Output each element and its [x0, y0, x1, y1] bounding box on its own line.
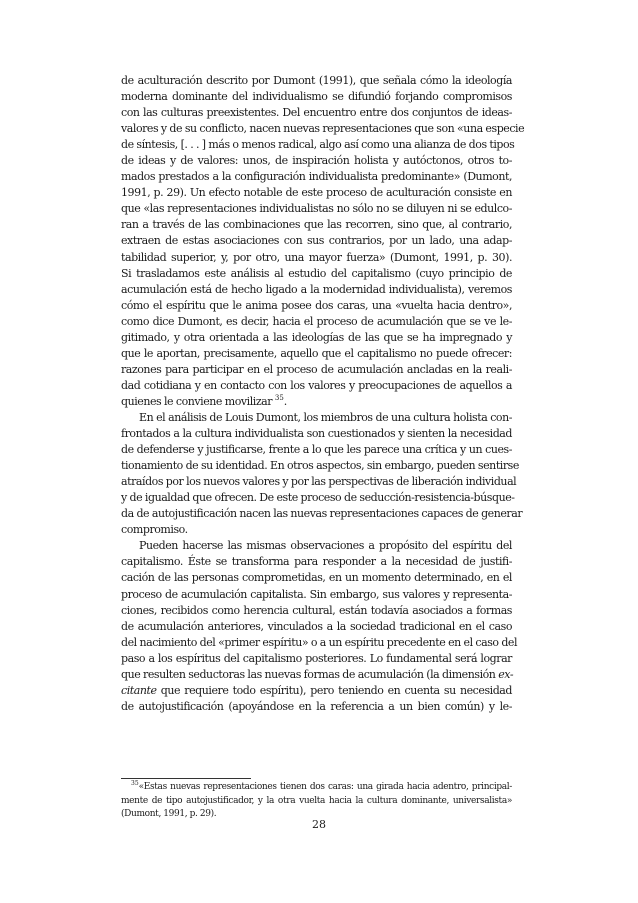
page-number: 28 — [312, 818, 326, 831]
footnote-number: 35 — [131, 780, 139, 787]
text-line: con las culturas preexistentes. Del encuentro entre dos conjuntos de ideas- — [121, 106, 512, 120]
text-line: da de autojustificación nacen las nuevas representaciones capaces de generar — [121, 507, 523, 521]
footnote — [121, 781, 512, 822]
text-line: capitalismo. Éste se transforma para responder a la necesidad de justifi- — [121, 555, 512, 569]
text-line: que «las representaciones individualistas no sólo no se diluyen ni se edulco- — [121, 202, 512, 216]
text-line: que le aportan, precisamente, aquello que el capitalismo no puede ofrecer: — [121, 346, 512, 360]
text-line: mados prestados a la configuración individualista predominante» (Dumont, — [121, 170, 512, 184]
text-line: dad cotidiana y en contacto con los valores y preocupaciones de aquellos a — [121, 378, 512, 392]
text-line: de acumulación anteriores, vinculados a la sociedad tradicional en el caso — [121, 619, 512, 633]
italic-term: citante — [121, 683, 157, 697]
italic-term: ex- — [498, 667, 514, 681]
text-line: proceso de acumulación capitalista. Sin embargo, sus valores y representa- — [121, 587, 512, 601]
footnote-reference-suffix: . — [283, 394, 287, 408]
footnote-text: «Estas nuevas representaciones tienen dos caras: una girada hacia adentro, principal- — [138, 782, 512, 792]
text-line: acumulación está de hecho ligado a la modernidad individualista), veremos — [121, 282, 512, 296]
text-line: ciones, recibidos como herencia cultural, están todavía asociados a formas — [121, 603, 512, 617]
text-line — [121, 683, 512, 699]
footnote-divider — [121, 778, 251, 779]
body-text — [121, 73, 525, 715]
text-line: gitimado, y otra orientada a las ideologías de las que se ha impregnado y — [121, 330, 512, 344]
text-line: En el análisis de Louis Dumont, los miembros de una cultura holista con- — [139, 410, 512, 424]
text-line: atraídos por los nuevos valores y por las perspectivas de liberación individual — [121, 475, 517, 489]
text-line-content: que requiere todo espíritu), pero teniendo en cuenta su necesidad — [160, 683, 512, 697]
text-line: extraen de estas asociaciones con sus contrarios, por un lado, una adap- — [121, 234, 512, 248]
text-line: de síntesis, [. . . ] más o menos radical, algo así como una alianza de dos tipos — [121, 138, 515, 152]
text-line: moderna dominante del individualismo se difundió forjando compromisos — [121, 90, 512, 104]
footnote-line — [121, 781, 512, 795]
text-line — [121, 394, 512, 410]
text-line-content: quienes le conviene movilizar — [121, 394, 273, 408]
text-line: de ideas y de valores: unos, de inspiración holista y autóctonos, otros to- — [121, 154, 512, 168]
text-line: Pueden hacerse las mismas observaciones a propósito del espíritu del — [139, 539, 512, 553]
text-line: de aculturación descrito por Dumont (1991), que señala cómo la ideología — [121, 74, 512, 87]
text-line: de defenderse y justificarse, frente a lo que les parece una crítica y un cues- — [121, 443, 512, 457]
footnote-line: (Dumont, 1991, p. 29). — [121, 809, 217, 819]
text-line: como dice Dumont, es decir, hacia el proceso de acumulación que se ve le- — [121, 314, 512, 328]
footnote-reference[interactable]: 35 — [274, 393, 284, 402]
text-line: Si trasladamos este análisis al estudio del capitalismo (cuyo principio de — [121, 266, 512, 280]
text-line: del nacimiento del «primer espíritu» o a un espíritu precedente en el caso del — [121, 635, 518, 649]
text-line: compromiso. — [121, 523, 188, 537]
text-line: razones para participar en el proceso de acumulación ancladas en la reali- — [121, 362, 512, 376]
text-line: ran a través de las combinaciones que las recorren, sino que, al contrario, — [121, 218, 512, 232]
text-line: tabilidad superior, y, por otro, una mayor fuerza» (Dumont, 1991, p. 30). — [121, 250, 512, 264]
text-line-content: que resulten seductoras las nuevas formas de acumulación (la dimensión — [121, 667, 496, 681]
text-line: y de igualdad que ofrecen. De este proceso de seducción-resistencia-búsque- — [121, 491, 515, 505]
text-line: 1991, p. 29). Un efecto notable de este proceso de aculturación consiste en — [121, 186, 512, 200]
text-line — [121, 667, 512, 683]
footnote-line: mente de tipo autojustificador, y la otra vuelta hacia la cultura dominante, universalista» — [121, 795, 512, 806]
text-line: tionamiento de su identidad. En otros aspectos, sin embargo, pueden sentirse — [121, 459, 519, 473]
text-line: frontados a la cultura individualista son cuestionados y sienten la necesidad — [121, 427, 512, 441]
text-line: valores y de su conflicto, nacen nuevas representaciones que son «una especie — [121, 122, 525, 136]
text-line: cómo el espíritu que le anima posee dos caras, una «vuelta hacia dentro», — [121, 298, 512, 312]
text-line: cación de las personas comprometidas, en un momento determinado, en el — [121, 571, 512, 585]
text-line: paso a los espíritus del capitalismo posteriores. Lo fundamental será lograr — [121, 651, 512, 665]
text-line: de autojustificación (apoyándose en la referencia a un bien común) y le- — [121, 699, 512, 713]
